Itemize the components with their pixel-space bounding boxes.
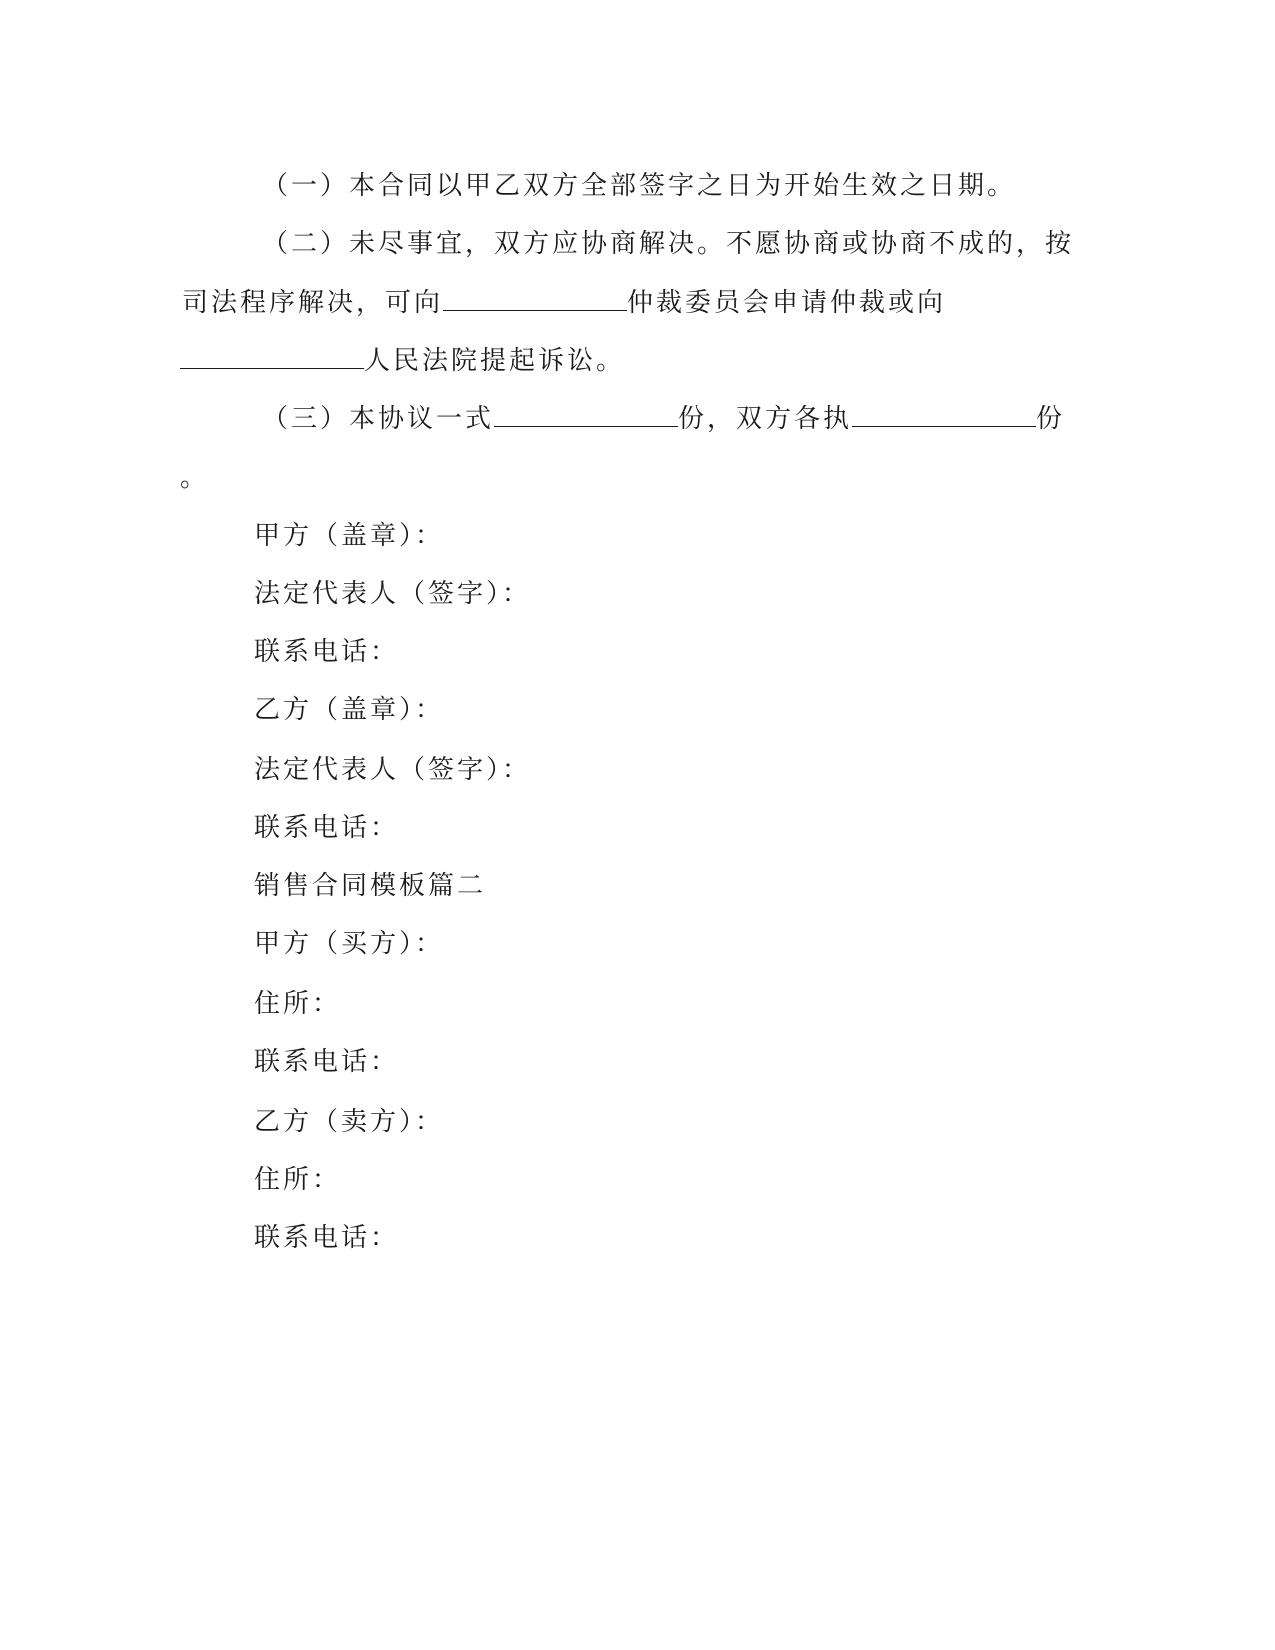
clause-1: （一）本合同以甲乙双方全部签字之日为开始生效之日期。 bbox=[262, 171, 1017, 201]
seller-phone: 联系电话： bbox=[254, 1223, 400, 1253]
clause-3 bbox=[262, 400, 1065, 437]
party-b-representative: 法定代表人（签字）： bbox=[254, 755, 532, 785]
section-2-title: 销售合同模板篇二 bbox=[254, 871, 487, 901]
seller-label: 乙方（卖方）： bbox=[254, 1107, 445, 1137]
buyer-address: 住所： bbox=[254, 989, 342, 1019]
clause-3-text-c: 份 bbox=[1036, 404, 1066, 434]
clause-2-line-2 bbox=[182, 284, 946, 321]
clause-3-text-b: 份，双方各执 bbox=[678, 404, 853, 434]
copies-total-blank[interactable] bbox=[494, 400, 678, 427]
buyer-phone: 联系电话： bbox=[254, 1047, 400, 1077]
buyer-label: 甲方（买方）： bbox=[254, 929, 445, 959]
party-a-phone: 联系电话： bbox=[254, 637, 400, 667]
clause-3-text-a: （三）本协议一式 bbox=[262, 404, 495, 434]
party-b-phone: 联系电话： bbox=[254, 813, 400, 843]
clause-2-text-a: 司法程序解决，可向 bbox=[182, 288, 444, 318]
court-name-blank[interactable] bbox=[180, 342, 364, 369]
party-a-seal: 甲方（盖章）： bbox=[254, 521, 445, 551]
party-b-seal: 乙方（盖章）： bbox=[254, 695, 445, 725]
clause-2-line-1: （二）未尽事宜，双方应协商解决。不愿协商或协商不成的，按 bbox=[262, 229, 1075, 259]
clause-2-text-b: 仲裁委员会申请仲裁或向 bbox=[627, 288, 947, 318]
arbitration-committee-blank[interactable] bbox=[443, 284, 627, 311]
party-a-representative: 法定代表人（签字）： bbox=[254, 579, 532, 609]
copies-each-blank[interactable] bbox=[852, 400, 1036, 427]
clause-2-text-c: 人民法院提起诉讼。 bbox=[364, 346, 626, 376]
clause-2-line-3 bbox=[180, 342, 625, 379]
clause-3-period: 。 bbox=[180, 463, 210, 493]
seller-address: 住所： bbox=[254, 1165, 342, 1195]
